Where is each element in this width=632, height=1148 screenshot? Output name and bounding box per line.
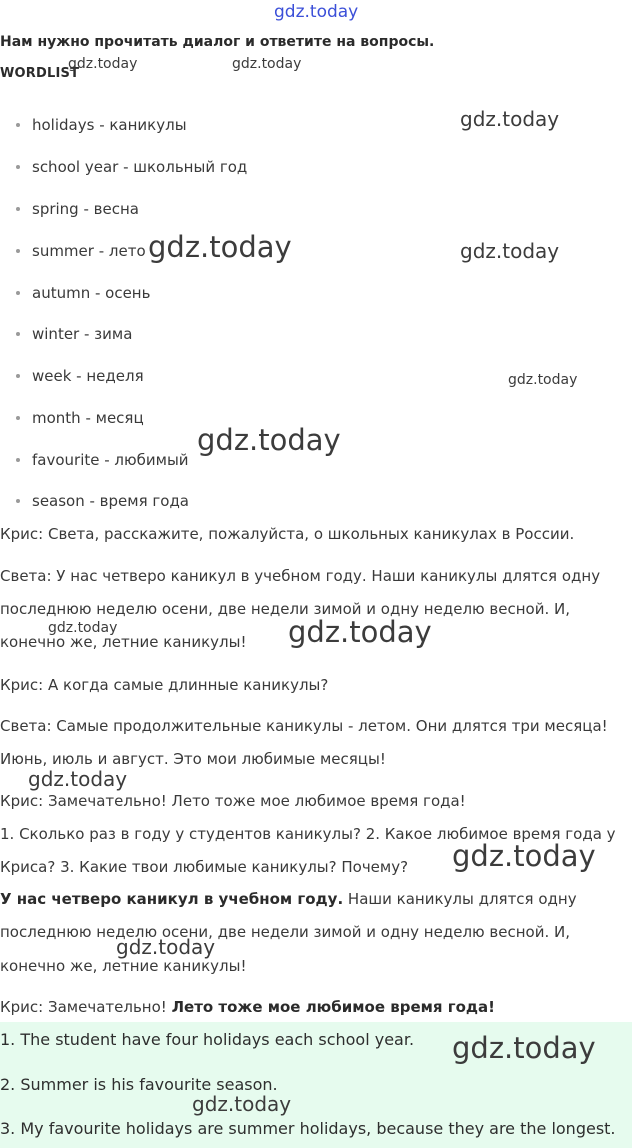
- highlight-bold: У нас четверо каникул в учебном году.: [0, 890, 344, 908]
- highlight-text: Крис: Замечательно!: [0, 998, 172, 1016]
- dialog-line: конечно же, летние каникулы!: [0, 633, 247, 651]
- list-item: winter - зима: [16, 324, 132, 344]
- questions-line: 1. Сколько раз в году у студентов каникулы? 2. Какое любимое время года у: [0, 825, 616, 843]
- answer-line: 2. Summer is his favourite season.: [0, 1075, 278, 1094]
- dialog-line: Крис: Замечательно! Лето тоже мое любимое время года!: [0, 792, 466, 810]
- watermark: gdz.today: [460, 107, 560, 131]
- bullet-icon: [16, 458, 20, 462]
- bullet-icon: [16, 499, 20, 503]
- list-item: holidays - каникулы: [16, 115, 187, 135]
- watermark: gdz.today: [460, 239, 560, 263]
- bullet-icon: [16, 291, 20, 295]
- bullet-icon: [16, 249, 20, 253]
- list-item: spring - весна: [16, 199, 139, 219]
- questions-line: Криса? 3. Какие твои любимые каникулы? Почему?: [0, 858, 409, 876]
- watermark: gdz.today: [232, 56, 302, 72]
- bullet-icon: [16, 416, 20, 420]
- watermark: gdz.today: [28, 767, 128, 791]
- dialog-line: Июнь, июль и август. Это мои любимые месяцы!: [0, 750, 386, 768]
- watermark: gdz.today: [192, 1092, 292, 1116]
- watermark: gdz.today: [452, 1031, 596, 1065]
- site-link[interactable]: gdz.today: [274, 2, 359, 22]
- bullet-icon: [16, 123, 20, 127]
- list-item: month - месяц: [16, 408, 144, 428]
- list-item: season - время года: [16, 491, 189, 511]
- answer-line: 3. My favourite holidays are summer holidays, because they are the longest.: [0, 1119, 616, 1138]
- watermark: gdz.today: [452, 839, 596, 873]
- highlight-line: [0, 889, 577, 909]
- bullet-icon: [16, 165, 20, 169]
- highlight-line: [0, 997, 495, 1017]
- list-item: autumn - осень: [16, 283, 150, 303]
- dialog-line: Света: Самые продолжительные каникулы - летом. Они длятся три месяца!: [0, 717, 608, 735]
- list-item: week - неделя: [16, 366, 144, 386]
- highlight-bold: Лето тоже мое любимое время года!: [171, 998, 495, 1016]
- watermark: gdz.today: [48, 620, 118, 636]
- dialog-line: Крис: А когда самые длинные каникулы?: [0, 676, 329, 694]
- list-item: school year - школьный год: [16, 157, 247, 177]
- watermark: gdz.today: [508, 372, 578, 388]
- watermark: gdz.today: [288, 615, 432, 649]
- wordlist-heading: WORDLIST: [0, 66, 80, 81]
- answer-line: 1. The student have four holidays each school year.: [0, 1030, 415, 1049]
- task-title: Нам нужно прочитать диалог и ответите на вопросы.: [0, 34, 435, 50]
- dialog-line: Света: У нас четверо каникул в учебном году. Наши каникулы длятся одну: [0, 567, 601, 585]
- bullet-icon: [16, 374, 20, 378]
- highlight-text: Наши каникулы длятся одну: [343, 890, 577, 908]
- dialog-line: последнюю неделю осени, две недели зимой и одну неделю весной. И,: [0, 600, 570, 618]
- watermark: gdz.today: [68, 56, 138, 72]
- watermark: gdz.today: [116, 935, 216, 959]
- bullet-icon: [16, 332, 20, 336]
- watermark: gdz.today: [197, 423, 341, 457]
- highlight-line: последнюю неделю осени, две недели зимой и одну неделю весной. И,: [0, 923, 570, 941]
- dialog-line: Крис: Света, расскажите, пожалуйста, о школьных каникулах в России.: [0, 525, 575, 543]
- highlight-line: конечно же, летние каникулы!: [0, 957, 247, 975]
- list-item: summer - лето: [16, 241, 146, 261]
- watermark: gdz.today: [148, 230, 292, 264]
- bullet-icon: [16, 207, 20, 211]
- list-item: favourite - любимый: [16, 450, 189, 470]
